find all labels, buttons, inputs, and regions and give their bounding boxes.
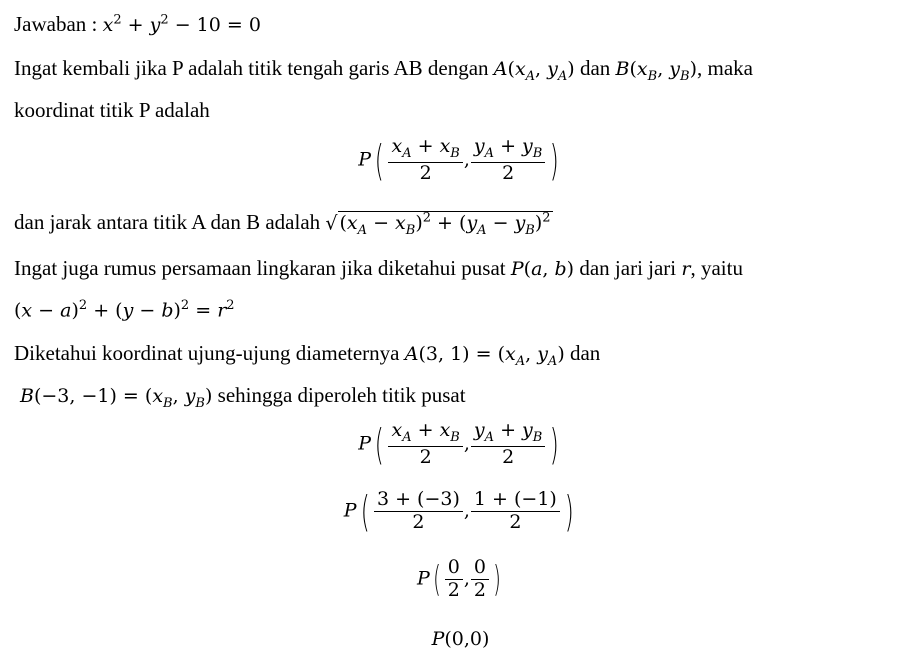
text-segment: Ingat juga rumus persamaan lingkaran jika diketahui pusat <box>14 256 511 280</box>
fraction <box>471 489 560 534</box>
paren-close: ) <box>564 487 574 536</box>
text-segment: , yaitu <box>690 256 743 280</box>
denominator: 2 <box>419 445 432 468</box>
numerator: 1 + (−1) <box>471 489 560 512</box>
text-segment: dan <box>564 341 601 365</box>
final-center: P(0,0) <box>431 628 490 650</box>
point-label: P <box>343 499 357 522</box>
point-label: P <box>416 567 430 590</box>
answer-label: Jawaban : <box>14 12 103 36</box>
circle-equation: $(x - a)^2 + (y - b)^2 = r^2$ <box>14 298 235 322</box>
fraction <box>471 557 489 602</box>
center-substituted <box>0 487 921 536</box>
given-point-a: A(3, $1) = (x_A$, $y_A$) <box>404 343 565 369</box>
point-label: P <box>358 432 372 455</box>
center-notation: P(a, b) <box>510 258 575 280</box>
point-a-notation: $A(x_A$, $y_A$) <box>493 58 575 84</box>
comma: , <box>463 499 470 522</box>
denominator: 2 <box>419 161 432 184</box>
numerator: 0 <box>445 557 463 580</box>
radius-notation: r <box>681 258 691 280</box>
text-segment: sehingga diperoleh titik pusat <box>212 383 466 407</box>
fraction: $\frac{y_A + y_B}{2}$ <box>471 136 545 185</box>
denominator: 2 <box>447 578 460 601</box>
answer-equation: $x^2 + y^2 - 10 = 0$ <box>102 12 261 36</box>
paren-close: ) <box>493 558 501 600</box>
center-simplified <box>0 557 921 602</box>
text-segment: Ingat kembali jika P adalah titik tengah garis AB dengan <box>14 56 494 80</box>
center-formula <box>0 420 921 469</box>
given-point-b: B(−3, $-1) = (x_B$, $y_B$) <box>20 385 213 411</box>
paren-close: ) <box>550 136 560 185</box>
fraction: $\frac{x_A + x_B}{2}$ <box>388 420 462 469</box>
fraction <box>374 489 463 534</box>
denominator: 2 <box>509 511 522 533</box>
midpoint-intro-line <box>14 56 753 84</box>
numerator: 3 + (−3) <box>374 489 463 512</box>
fraction: $\frac{y_A + y_B}{2}$ <box>471 420 545 469</box>
numerator: 0 <box>471 557 489 580</box>
center-result <box>0 628 921 650</box>
text-segment: dan jari jari <box>574 256 682 280</box>
given-line <box>14 341 600 369</box>
comma: , <box>463 567 470 590</box>
fraction <box>445 557 463 602</box>
given-line-2 <box>20 383 466 411</box>
paren-open: ( <box>374 420 384 469</box>
distance-line <box>14 210 553 238</box>
paren-open: ( <box>374 136 384 185</box>
circle-intro-line <box>14 256 743 281</box>
comma: , <box>463 432 470 455</box>
denominator: 2 <box>502 445 515 468</box>
denominator: 2 <box>412 511 425 533</box>
text-segment: , maka <box>697 56 753 80</box>
paren-open: ( <box>432 558 441 600</box>
text-segment: dan <box>574 56 616 80</box>
midpoint-formula <box>0 136 921 185</box>
text-segment: dan jarak antara titik A dan B adalah <box>14 210 326 234</box>
denominator: 2 <box>502 161 515 184</box>
point-b-notation: $B(x_B$, $y_B$) <box>615 58 697 84</box>
comma: , <box>463 148 470 171</box>
point-label: P <box>358 148 372 171</box>
distance-formula: √ $(x_A - x_B)^2 + (y_A - y_B)^2$ <box>325 210 551 238</box>
midpoint-intro-line-2: koordinat titik P adalah <box>14 98 210 122</box>
text-segment: Diketahui koordinat ujung-ujung diameternya <box>14 341 405 365</box>
paren-close: ) <box>550 420 560 469</box>
denominator: 2 <box>473 578 487 601</box>
answer-line <box>14 12 261 37</box>
paren-open: ( <box>360 487 370 536</box>
fraction: $\frac{x_A + x_B}{2}$ <box>388 136 462 185</box>
